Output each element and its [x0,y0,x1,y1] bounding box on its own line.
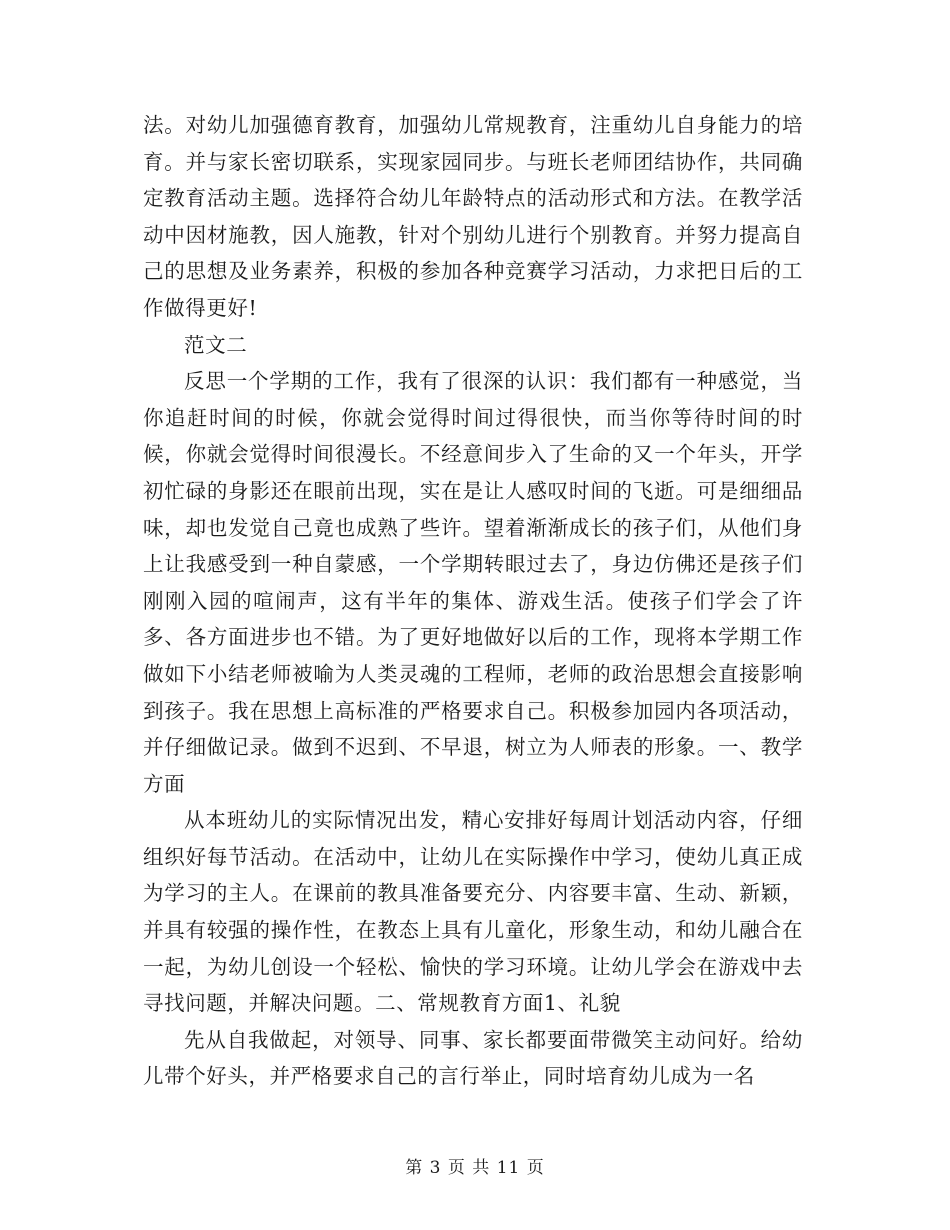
paragraph-reflection: 反思一个学期的工作，我有了很深的认识：我们都有一种感觉，当你追赶时间的时候，你就会觉得时间过得很快，而当你等待时间的时候，你就会觉得时间很漫长。不经意间步入了生命的又一个年头，开学初忙碌的身影还在眼前出现，实在是让人感叹时间的飞逝。可是细细品味，却也发觉自己竟也成熟了些许。望着渐渐成长的孩子们，从他们身上让我感受到一种自蒙感，一个学期转眼过去了，身边仿佛还是孩子们刚刚入园的喧闹声，这有半年的集体、游戏生活。使孩子们学会了许多、各方面进步也不错。为了更好地做好以后的工作，现将本学期工作做如下小结老师被喻为人类灵魂的工程师，老师的政治思想会直接影响到孩子。我在思想上高标准的严格要求自己。积极参加园内各项活动，并仔细做记录。做到不迟到、不早退，树立为人师表的形象。一、教学方面 [143,369,803,796]
document-body [143,107,803,1095]
section-heading-fanwen-er: 范文二 [184,332,248,357]
page-footer: 第 3 页 共 11 页 [405,1158,545,1178]
paragraph-etiquette: 先从自我做起，对领导、同事、家长都要面带微笑主动问好。给幼儿带个好头，并严格要求自己的言行举止，同时培育幼儿成为一名 [143,1027,803,1089]
paragraph-teaching: 从本班幼儿的实际情况出发，精心安排好每周计划活动内容，仔细组织好每节活动。在活动中，让幼儿在实际操作中学习，使幼儿真正成为学习的主人。在课前的教具准备要充分、内容要丰富、生动、新颖，并具有较强的操作性，在教态上具有儿童化，形象生动，和幼儿融合在一起，为幼儿创设一个轻松、愉快的学习环境。让幼儿学会在游戏中去寻找问题，并解决问题。二、常规教育方面1、礼貌 [143,808,803,1016]
paragraph-continuation: 法。对幼儿加强德育教育，加强幼儿常规教育，注重幼儿自身能力的培育。并与家长密切联系，实现家园同步。与班长老师团结协作，共同确定教育活动主题。选择符合幼儿年龄特点的活动形式和方法。在教学活动中因材施教，因人施教，针对个别幼儿进行个别教育。并努力提高自己的思想及业务素养，积极的参加各种竞赛学习活动，力求把日后的工作做得更好! [143,113,803,320]
